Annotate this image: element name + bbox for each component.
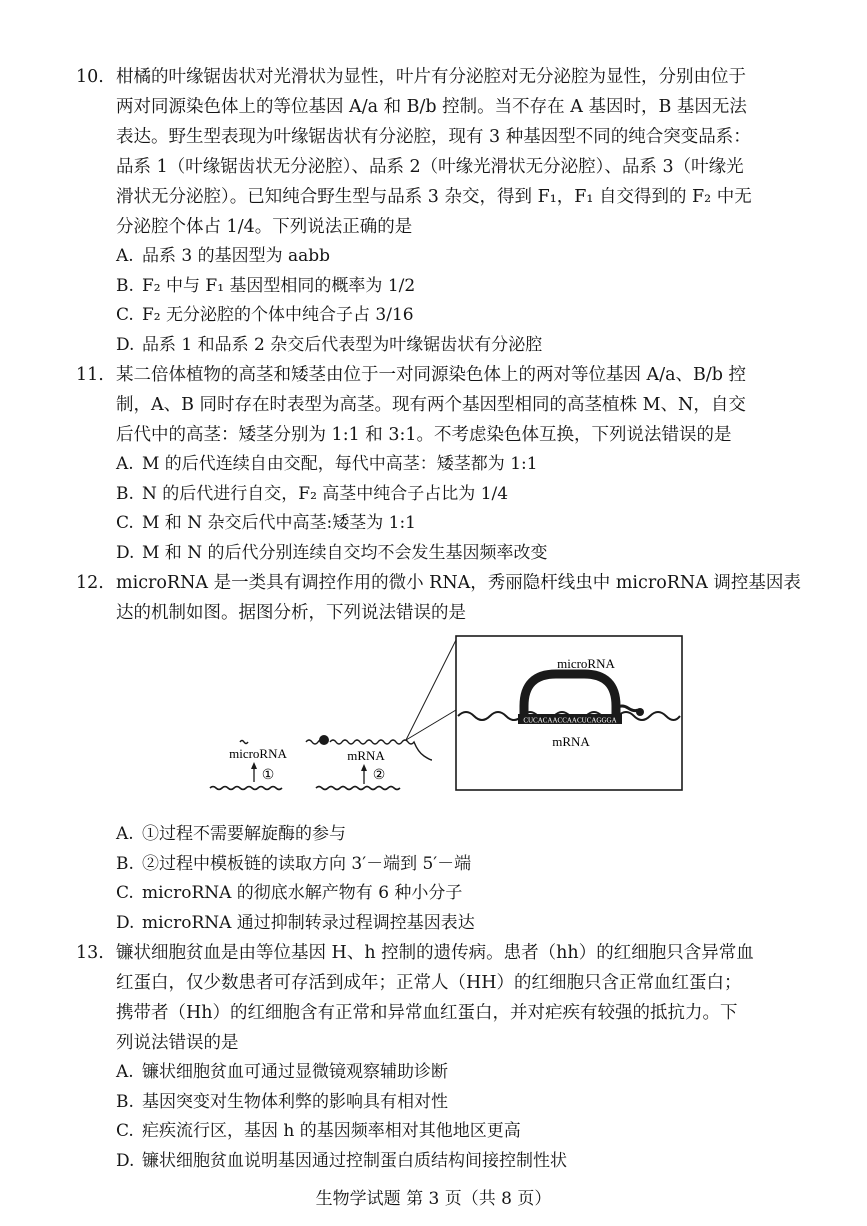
question-12 [76, 568, 816, 628]
question-stem-line: 10. 柑橘的叶缘锯齿状对光滑状为显性，叶片有分泌腔对无分泌腔为显性，分别由位于 [76, 62, 816, 92]
option-b: B. ②过程中模板链的读取方向 3′－端到 5′－端 [116, 853, 472, 874]
question-11 [76, 360, 816, 568]
question-stem-line: 13. 镰状细胞贫血是由等位基因 H、h 控制的遗传病。患者（hh）的红细胞只含异常血 [76, 938, 816, 968]
page-footer: 生物学试题 第 3 页（共 8 页） [315, 1189, 552, 1209]
question-stem-line: 制，A、B 同时存在时表型为高茎。现有两个基因型相同的高茎植株 M、N，自交 [116, 395, 746, 415]
duplex-sequence: CUCACAACCAACUCAGGGA [523, 716, 617, 725]
question-stem-line: 滑状无分泌腔）。已知纯合野生型与品系 3 杂交，得到 F₁，F₁ 自交得到的 F₂ 中无 [116, 187, 752, 207]
question-12-options [76, 820, 816, 938]
option-a: A. 镰状细胞贫血可通过显微镜观察辅助诊断 [116, 1062, 448, 1082]
left-label-microrna: microRNA [229, 746, 287, 761]
option-b: B. 基因突变对生物体利弊的影响具有相对性 [116, 1091, 448, 1112]
arrow-head-process-2 [361, 764, 367, 771]
option-d: D. M 和 N 的后代分别连续自交均不会发生基因频率改变 [116, 542, 548, 563]
question-stem-line: 红蛋白，仅少数患者可存活到成年；正常人（HH）的红细胞只含正常血红蛋白； [116, 973, 742, 993]
option-b: B. N 的后代进行自交，F₂ 高茎中纯合子占比为 1/4 [116, 483, 509, 504]
question-number: 10. [76, 67, 104, 87]
microrna-mechanism-diagram [206, 634, 686, 802]
question-stem-line: 12. microRNA 是一类具有调控作用的微小 RNA，秀丽隐杆线虫中 microRNA 调控基因表 [76, 568, 816, 598]
microrna-end-cap [636, 708, 644, 716]
question-stem-line: 携带者（Hh）的红细胞含有正常和异常血红蛋白，并对疟疾有较强的抵抗力。下 [116, 1003, 738, 1023]
option-c: C. F₂ 无分泌腔的个体中纯合子占 3/16 [116, 305, 414, 325]
option-c: C. 疟疾流行区，基因 h 的基因频率相对其他地区更高 [116, 1121, 521, 1141]
microrna-hairpin [524, 674, 616, 714]
process-2-label: ② [372, 768, 386, 783]
option-a: A. 品系 3 的基因型为 aabb [116, 246, 331, 266]
question-stem-line: 表达。野生型表现为叶缘锯齿状有分泌腔，现有 3 种基因型不同的纯合突变品系： [116, 127, 751, 147]
option-c: C. M 和 N 杂交后代中高茎:矮茎为 1:1 [116, 513, 416, 533]
microrna-small-squiggle [240, 741, 248, 744]
process-1-label: ① [261, 768, 275, 783]
option-a: A. ①过程不需要解旋酶的参与 [116, 824, 346, 844]
option-b: B. F₂ 中与 F₁ 基因型相同的概率为 1/2 [116, 275, 416, 296]
left-label-mrna: mRNA [347, 748, 385, 763]
question-number: 12. [76, 573, 104, 593]
arrow-head-process-1 [251, 762, 257, 769]
question-number: 11. [76, 365, 104, 385]
option-d: D. 镰状细胞贫血说明基因通过控制蛋白质结构间接控制性状 [116, 1150, 567, 1171]
question-stem-line: 品系 1（叶缘锯齿状无分泌腔）、品系 2（叶缘光滑状无分泌腔）、品系 3（叶缘光 [116, 157, 744, 177]
option-d: D. 品系 1 和品系 2 杂交后代表型为叶缘锯齿状有分泌腔 [116, 334, 543, 355]
option-c: C. microRNA 的彻底水解产物有 6 种小分子 [116, 883, 463, 903]
option-d: D. microRNA 通过抑制转录过程调控基因表达 [116, 912, 475, 933]
inset-label-microrna: microRNA [557, 656, 615, 671]
question-stem-line: 分泌腔个体占 1/4。下列说法正确的是 [116, 217, 413, 237]
question-10 [76, 62, 816, 360]
question-stem-line: 列说法错误的是 [116, 1033, 239, 1053]
dna-strand-right [316, 787, 400, 790]
question-stem-line: 达的机制如图。据图分析，下列说法错误的是 [116, 603, 466, 623]
question-stem-line: 后代中的高茎：矮茎分别为 1:1 和 3:1。不考虑染色体互换，下列说法错误的是 [116, 425, 732, 445]
question-13 [76, 938, 816, 1176]
question-number: 13. [76, 943, 104, 963]
dna-strand-left [210, 787, 282, 790]
ribosome-dot [319, 735, 329, 745]
option-a: A. M 的后代连续自由交配，每代中高茎：矮茎都为 1:1 [116, 454, 538, 474]
question-stem-line: 两对同源染色体上的等位基因 A/a 和 B/b 控制。当不存在 A 基因时，B 基因无法 [116, 97, 747, 117]
inset-label-mrna: mRNA [552, 734, 590, 749]
question-stem-line: 11. 某二倍体植物的高茎和矮茎由位于一对同源染色体上的两对等位基因 A/a、B/b 控 [76, 360, 816, 390]
